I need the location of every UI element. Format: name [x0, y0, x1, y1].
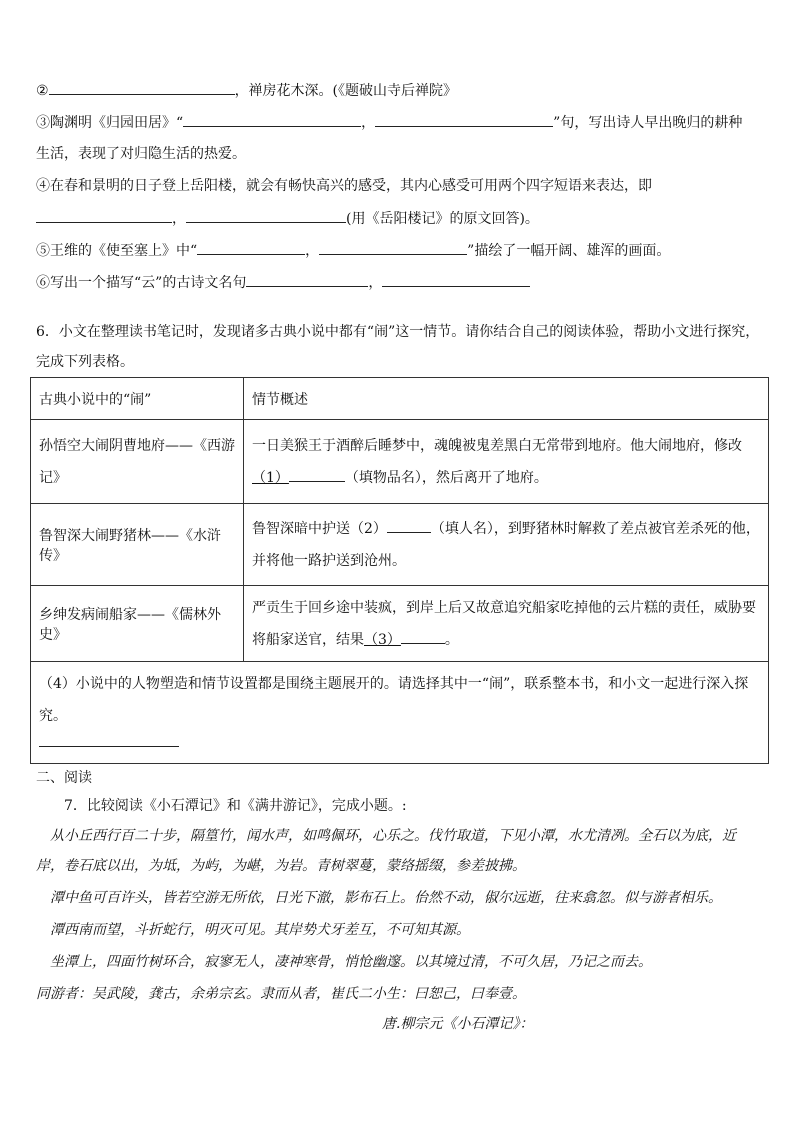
answer-blank[interactable] [49, 80, 235, 95]
passage-line: 潭中鱼可百许头，皆若空游无所依，日光下澈，影布石上。佁然不动，俶尔远逝，往来翕忽。似与游者相乐。 [50, 890, 722, 906]
answer-blank[interactable] [39, 732, 179, 747]
answer-blank[interactable] [183, 112, 361, 127]
answer-blank[interactable] [246, 272, 368, 287]
cell-answer-line [39, 732, 760, 758]
table-row [31, 662, 769, 764]
answer-blank-label: （3） [364, 631, 401, 648]
passage-attribution: 唐.柳宗元《小石潭记》： [382, 1016, 534, 1032]
answer-blank[interactable] [319, 240, 467, 255]
section-title: 二、阅读 [36, 770, 92, 786]
item-text: ， [368, 275, 383, 291]
item-text: ”描绘了一幅开阔、雄浑的画面。 [467, 243, 671, 259]
header-cell: 古典小说中的“闹” [31, 378, 244, 420]
answer-blank[interactable] [401, 629, 445, 644]
q5-item-3 [36, 112, 764, 133]
item-text: ， [361, 115, 376, 131]
table-row [31, 586, 769, 662]
item-text: ， [305, 243, 320, 259]
cell-text: 鲁智深暗中护送（2） [252, 520, 387, 537]
item-text: (用《岳阳楼记》的原文回答)。 [346, 211, 539, 227]
item-text: ，禅房花木深。(《题破山寺后禅院》 [234, 83, 458, 99]
answer-blank[interactable] [36, 208, 172, 223]
item-text: ”句，写出诗人早出晚归的耕种 [553, 115, 743, 131]
item-label: ② [36, 83, 49, 99]
q6-intro-line2: 完成下列表格。 [36, 354, 134, 370]
q7-prompt: 7．比较阅读《小石潭记》和《满井游记》，完成小题。: [64, 798, 407, 814]
table-cell: 乡绅发病闹船家——《儒林外史》 [31, 586, 244, 662]
q5-item-6 [36, 272, 764, 293]
table-cell: 鲁智深大闹野猪林——《水浒传》 [31, 504, 244, 586]
answer-blank[interactable] [387, 518, 431, 533]
q6-intro: 6．小文在整理读书笔记时，发现诸多古典小说中都有“闹”这一情节。请你结合自己的阅读体验，帮助小文进行探究， [36, 324, 760, 340]
cell-text [252, 462, 760, 494]
header-cell: 情节概述 [244, 378, 769, 420]
cell-text: 一日美猴王于酒醉后睡梦中，魂魄被鬼差黑白无常带到地府。他大闹地府，修改 [252, 437, 742, 454]
cell-text: （4）小说中的人物塑造和情节设置都是围绕主题展开的。请选择其中一“闹”，联系整本书，和小文一起进行深入探 [39, 675, 749, 692]
q5-item-4-line2 [36, 208, 764, 229]
q6-table [30, 377, 769, 764]
q5-item-3-line2: 生活，表现了对归隐生活的热爱。 [36, 146, 246, 162]
passage-line: 潭西南而望，斗折蛇行，明灭可见。其岸势犬牙差互，不可知其源。 [50, 922, 470, 938]
q5-item-5 [36, 240, 764, 261]
cell-text: 将船家送官，结果 [252, 631, 364, 648]
table-cell [244, 586, 769, 662]
q5-item-4-line1: ④在春和景明的日子登上岳阳楼，就会有畅快高兴的感受，其内心感受可用两个四字短语来表达，即 [36, 178, 652, 194]
item-text: ⑥写出一个描写“云”的古诗文名句 [36, 275, 247, 291]
passage-line: 从小丘西行百二十步，隔篁竹，闻水声，如鸣佩环，心乐之。伐竹取道，下见小潭，水尤清冽。全石以为底，近 [50, 828, 736, 844]
table-header-row [31, 378, 769, 420]
cell-text: 孙悟空大闹阴曹地府——《西游 [39, 437, 235, 454]
answer-blank[interactable] [382, 272, 530, 287]
cell-text: 究。 [39, 707, 67, 724]
cell-text: 严贡生于回乡途中装疯，到岸上后又故意追究船家吃掉他的云片糕的责任，威胁要 [252, 599, 756, 616]
cell-text: （填物品名），然后离开了地府。 [344, 469, 548, 486]
cell-text [252, 624, 760, 656]
item-text: ， [172, 211, 186, 227]
cell-text: 记》 [39, 469, 67, 486]
cell-text [252, 513, 760, 545]
answer-blank[interactable] [197, 240, 305, 255]
answer-blank-label: （1） [252, 469, 289, 486]
item-text: ③陶渊明《归园田居》“ [36, 115, 184, 131]
table-cell [244, 420, 769, 504]
cell-text: （填人名），到野猪林时解救了差点被官差杀死的他， [430, 520, 760, 537]
cell-text: 。 [444, 631, 459, 648]
passage-line: 岸，卷石底以出，为坻，为屿，为嵁，为岩。青树翠蔓，蒙络摇缀，参差披拂。 [36, 858, 526, 874]
item-text: ⑤王维的《使至塞上》中“ [36, 243, 198, 259]
q5-item-2 [36, 80, 764, 101]
table-cell [31, 420, 244, 504]
passage-line: 同游者：吴武陵，龚古，余弟宗玄。隶而从者，崔氏二小生：曰恕己，曰奉壹。 [36, 986, 526, 1002]
passage-line: 坐潭上，四面竹树环合，寂寥无人，凄神寒骨，悄怆幽邃。以其境过清，不可久居，乃记之而去。 [50, 954, 652, 970]
answer-blank[interactable] [375, 112, 553, 127]
answer-blank[interactable] [186, 208, 346, 223]
table-row [31, 420, 769, 504]
table-cell [244, 504, 769, 586]
cell-text: 并将他一路护送到沧州。 [252, 552, 406, 569]
answer-blank[interactable] [289, 467, 345, 482]
table-cell [31, 662, 769, 764]
table-row [31, 504, 769, 586]
